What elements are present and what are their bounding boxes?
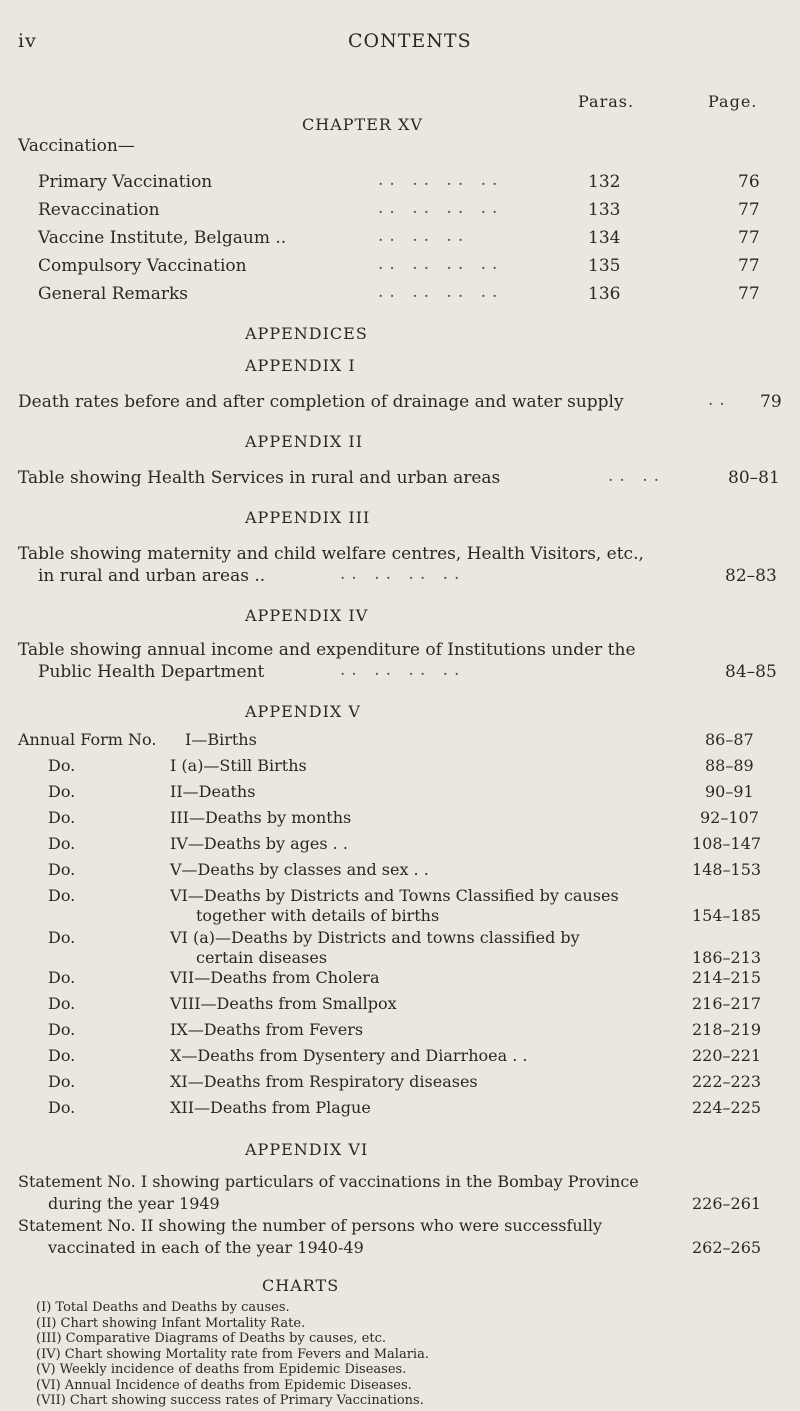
form-desc: XII—Deaths from Plague xyxy=(170,1098,371,1117)
page-number: iv xyxy=(18,30,37,52)
form-desc: XI—Deaths from Respiratory diseases xyxy=(170,1072,478,1091)
item-para: 132 xyxy=(588,172,621,192)
page-title: CONTENTS xyxy=(348,30,472,52)
chart-item: (I) Total Deaths and Deaths by causes. xyxy=(36,1300,290,1315)
leader-dots: .. .. .. xyxy=(378,226,470,246)
chapter-title: CHAPTER XV xyxy=(302,115,423,134)
appendix-ii-text: Table showing Health Services in rural and urban areas xyxy=(18,468,501,488)
appendix-v-title: APPENDIX V xyxy=(245,702,361,721)
form-label: Do. xyxy=(48,1098,76,1117)
leader-dots: .. .. .. .. xyxy=(378,170,504,190)
chart-item: (II) Chart showing Infant Mortality Rate. xyxy=(36,1315,306,1331)
form-desc: I—Births xyxy=(185,730,257,749)
appendix-ii-page: 80–81 xyxy=(728,468,780,488)
form-page: 222–223 xyxy=(692,1072,762,1091)
appendix-ii-title: APPENDIX II xyxy=(245,432,364,451)
item-page: 77 xyxy=(738,228,760,248)
chart-item: (IV) Chart showing Mortality rate from Fevers and Malaria. xyxy=(36,1346,429,1362)
appendices-title: APPENDICES xyxy=(245,324,368,343)
form-label: Do. xyxy=(48,1020,76,1039)
appendix-i-title: APPENDIX I xyxy=(245,356,356,375)
form-desc: IX—Deaths from Fevers xyxy=(170,1020,364,1039)
appendix-iv-line1: Table showing annual income and expenditure of Institutions under the xyxy=(18,640,636,660)
form-desc: VII—Deaths from Cholera xyxy=(170,968,380,987)
form-page: 216–217 xyxy=(692,994,762,1013)
statement-2-line2: vaccinated in each of the year 1940-49 xyxy=(48,1238,364,1257)
form-desc: I (a)—Still Births xyxy=(170,756,307,775)
form-page: 218–219 xyxy=(692,1020,762,1039)
form-page: 214–215 xyxy=(692,968,762,987)
form-page: 108–147 xyxy=(692,834,762,853)
item-label: Compulsory Vaccination xyxy=(38,256,247,276)
appendix-iv-title: APPENDIX IV xyxy=(245,606,369,625)
leader-dots: .. .. .. .. xyxy=(378,198,504,218)
chart-item: (VI) Annual Incidence of deaths from Epidemic Diseases. xyxy=(36,1377,412,1393)
item-label: Revaccination xyxy=(38,200,160,220)
form-page: 224–225 xyxy=(692,1098,762,1117)
appendix-iii-line2: in rural and urban areas .. xyxy=(38,566,266,586)
statement-1-line2: during the year 1949 xyxy=(48,1194,220,1213)
appendix-iii-title: APPENDIX III xyxy=(245,508,371,527)
form-desc: VIII—Deaths from Smallpox xyxy=(170,994,397,1013)
form-label: Do. xyxy=(48,834,76,853)
item-page: 77 xyxy=(738,256,760,276)
statement-1-line1: Statement No. I showing particulars of vaccinations in the Bombay Province xyxy=(18,1172,639,1191)
charts-title: CHARTS xyxy=(262,1276,340,1295)
form-label: Do. xyxy=(48,1072,76,1091)
item-label: General Remarks xyxy=(38,284,189,304)
chart-item: (VII) Chart showing success rates of Primary Vaccinations. xyxy=(36,1393,424,1408)
chart-item: (V) Weekly incidence of deaths from Epidemic Diseases. xyxy=(36,1362,407,1377)
form-desc: IV—Deaths by ages . . xyxy=(170,834,348,853)
leader-dots: .. .. .. .. xyxy=(340,564,466,584)
item-page: 76 xyxy=(738,172,760,192)
appendix-i-page: 79 xyxy=(760,392,782,412)
leader-dots: .. .. .. .. xyxy=(378,282,504,302)
item-para: 133 xyxy=(588,200,621,220)
form-label: Do. xyxy=(48,756,76,775)
form-desc-cont: certain diseases xyxy=(196,948,328,967)
statement-1-page: 226–261 xyxy=(692,1194,762,1213)
appendix-iv-page: 84–85 xyxy=(725,662,777,682)
form-page: 92–107 xyxy=(700,808,759,827)
statement-2-line1: Statement No. II showing the number of persons who were successfully xyxy=(18,1216,603,1235)
form-page: 186–213 xyxy=(692,948,762,967)
leader-dots: .. .. .. .. xyxy=(378,254,504,274)
form-page: 148–153 xyxy=(692,860,762,879)
form-desc: VI—Deaths by Districts and Towns Classified by causes xyxy=(170,886,619,905)
form-desc: VI (a)—Deaths by Districts and towns classified by xyxy=(170,928,580,947)
appendix-iv-line2: Public Health Department xyxy=(38,662,265,682)
form-label: Annual Form No. xyxy=(18,730,157,749)
appendix-i-text: Death rates before and after completion of drainage and water supply xyxy=(18,392,624,412)
form-desc-cont: together with details of births xyxy=(196,906,440,925)
form-label: Do. xyxy=(48,994,76,1013)
leader-dots: .. .. .. .. xyxy=(340,660,466,680)
section-vaccination: Vaccination— xyxy=(18,136,135,156)
item-para: 134 xyxy=(588,228,621,248)
appendix-iii-line1: Table showing maternity and child welfare centres, Health Visitors, etc., xyxy=(18,544,644,564)
form-label: Do. xyxy=(48,1046,76,1065)
form-label: Do. xyxy=(48,886,76,905)
form-desc: V—Deaths by classes and sex . . xyxy=(170,860,429,879)
form-page: 86–87 xyxy=(705,730,754,749)
form-page: 90–91 xyxy=(705,782,754,801)
chart-item: (III) Comparative Diagrams of Deaths by causes, etc. xyxy=(36,1331,386,1346)
form-label: Do. xyxy=(48,968,76,987)
form-page: 220–221 xyxy=(692,1046,762,1065)
item-para: 136 xyxy=(588,284,621,304)
leader-dots: .. xyxy=(708,390,731,410)
form-label: Do. xyxy=(48,782,76,801)
form-label: Do. xyxy=(48,860,76,879)
col-paras-header: Paras. xyxy=(578,92,635,111)
form-page: 154–185 xyxy=(692,906,762,925)
item-para: 135 xyxy=(588,256,621,276)
item-label: Primary Vaccination xyxy=(38,172,213,192)
col-page-header: Page. xyxy=(708,92,758,111)
form-desc: III—Deaths by months xyxy=(170,808,352,827)
leader-dots: .. .. xyxy=(608,466,666,486)
statement-2-page: 262–265 xyxy=(692,1238,762,1257)
appendix-iii-page: 82–83 xyxy=(725,566,777,586)
form-page: 88–89 xyxy=(705,756,754,775)
appendix-vi-title: APPENDIX VI xyxy=(245,1140,369,1159)
item-label: Vaccine Institute, Belgaum .. xyxy=(38,228,287,248)
form-label: Do. xyxy=(48,808,76,827)
item-page: 77 xyxy=(738,284,760,304)
form-label: Do. xyxy=(48,928,76,947)
item-page: 77 xyxy=(738,200,760,220)
form-desc: X—Deaths from Dysentery and Diarrhoea . . xyxy=(170,1046,528,1065)
form-desc: II—Deaths xyxy=(170,782,256,801)
